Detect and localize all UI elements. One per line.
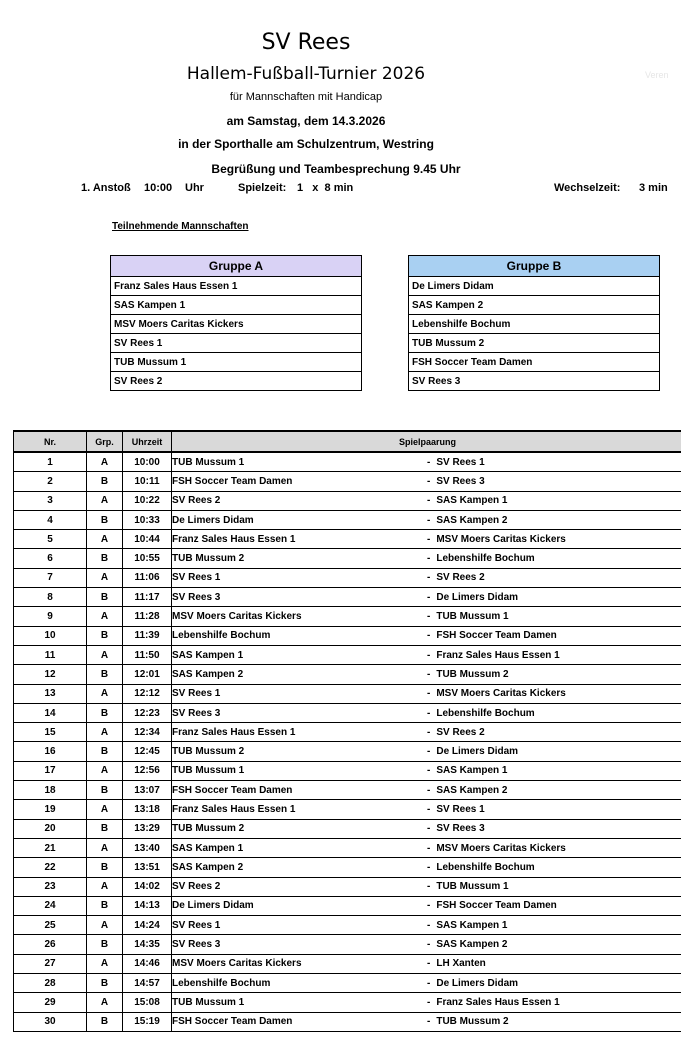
match-pairing [172, 781, 681, 800]
match-number: 18 [14, 781, 87, 800]
group-a-team: Franz Sales Haus Essen 1 [111, 277, 362, 296]
match-number: 30 [14, 1012, 87, 1031]
match-time: 12:23 [123, 703, 172, 722]
col-time: Uhrzeit [123, 431, 172, 452]
match-group: B [87, 896, 123, 915]
match-number: 12 [14, 665, 87, 684]
group-a-table [110, 255, 362, 391]
table-row [14, 530, 681, 549]
match-time: 14:35 [123, 935, 172, 954]
table-row [14, 510, 681, 529]
playtime-label: Spielzeit: [238, 182, 287, 194]
match-pairing [172, 568, 681, 587]
pairing-separator: - [427, 668, 431, 680]
match-group: B [87, 703, 123, 722]
away-team: LH Xanten [436, 958, 486, 970]
match-group: A [87, 568, 123, 587]
away-team: TUB Mussum 1 [436, 611, 509, 623]
away-team: SAS Kampen 1 [436, 919, 508, 931]
home-team: De Limers Didam [172, 514, 254, 526]
away-team: SAS Kampen 2 [436, 939, 508, 951]
table-row [14, 935, 681, 954]
table-row [14, 491, 681, 510]
home-team: SV Rees 2 [172, 881, 221, 893]
away-team: Franz Sales Haus Essen 1 [436, 649, 560, 661]
match-number: 11 [14, 645, 87, 664]
table-row [14, 742, 681, 761]
change-label: Wechselzeit: [554, 182, 621, 194]
kickoff-label: 1. Anstoß [81, 182, 131, 194]
away-team: TUB Mussum 2 [436, 668, 509, 680]
match-group: B [87, 472, 123, 491]
schedule-body [14, 452, 681, 1031]
match-pairing [172, 896, 681, 915]
match-pairing [172, 549, 681, 568]
table-row [14, 896, 681, 915]
away-team: De Limers Didam [436, 746, 519, 758]
home-team: MSV Moers Caritas Kickers [172, 958, 302, 970]
away-team: SV Rees 2 [436, 726, 485, 738]
home-team: SV Rees 1 [172, 919, 221, 931]
pairing-separator: - [427, 765, 431, 777]
match-group: A [87, 954, 123, 973]
group-b-team: SAS Kampen 2 [409, 296, 660, 315]
match-pairing [172, 761, 681, 780]
event-date: am Samstag, dem 14.3.2026 [226, 114, 386, 128]
match-time: 13:29 [123, 819, 172, 838]
match-pairing [172, 665, 681, 684]
pairing-separator: - [427, 533, 431, 545]
home-team: TUB Mussum 1 [172, 456, 245, 468]
table-row [14, 472, 681, 491]
group-a-team: SV Rees 1 [111, 334, 362, 353]
pairing-separator: - [427, 784, 431, 796]
match-group: A [87, 491, 123, 510]
home-team: FSH Soccer Team Damen [172, 784, 293, 796]
match-number: 25 [14, 916, 87, 935]
home-team: SV Rees 3 [172, 939, 221, 951]
away-team: SV Rees 3 [436, 475, 485, 487]
kickoff-unit: Uhr [185, 182, 204, 194]
match-group: B [87, 819, 123, 838]
pairing-separator: - [427, 958, 431, 970]
event-subtitle: für Mannschaften mit Handicap [229, 91, 383, 103]
match-pairing [172, 684, 681, 703]
pairing-separator: - [427, 688, 431, 700]
match-group: A [87, 761, 123, 780]
pairing-separator: - [427, 707, 431, 719]
match-number: 27 [14, 954, 87, 973]
match-number: 20 [14, 819, 87, 838]
home-team: De Limers Didam [172, 900, 254, 912]
match-time: 11:06 [123, 568, 172, 587]
home-team: SV Rees 1 [172, 688, 221, 700]
pairing-separator: - [427, 919, 431, 931]
match-group: B [87, 626, 123, 645]
match-pairing [172, 645, 681, 664]
away-team: SAS Kampen 2 [436, 514, 508, 526]
match-group: B [87, 510, 123, 529]
match-pairing [172, 723, 681, 742]
match-time: 14:02 [123, 877, 172, 896]
table-row [14, 993, 681, 1012]
match-group: A [87, 645, 123, 664]
away-team: TUB Mussum 2 [436, 1016, 509, 1028]
home-team: Franz Sales Haus Essen 1 [172, 803, 296, 815]
match-number: 17 [14, 761, 87, 780]
table-row [14, 781, 681, 800]
match-time: 10:22 [123, 491, 172, 510]
match-group: B [87, 549, 123, 568]
pairing-separator: - [427, 746, 431, 758]
table-row [14, 645, 681, 664]
group-b-header: Gruppe B [409, 256, 660, 277]
away-team: SAS Kampen 1 [436, 495, 508, 507]
home-team: SAS Kampen 2 [172, 861, 244, 873]
home-team: TUB Mussum 2 [172, 823, 245, 835]
home-team: SV Rees 3 [172, 591, 221, 603]
pairing-separator: - [427, 514, 431, 526]
match-pairing [172, 530, 681, 549]
match-number: 16 [14, 742, 87, 761]
away-team: SAS Kampen 2 [436, 784, 508, 796]
home-team: TUB Mussum 2 [172, 553, 245, 565]
pairing-separator: - [427, 495, 431, 507]
match-number: 2 [14, 472, 87, 491]
away-team: Lebenshilfe Bochum [436, 707, 535, 719]
home-team: MSV Moers Caritas Kickers [172, 611, 302, 623]
pairing-separator: - [427, 726, 431, 738]
match-time: 12:45 [123, 742, 172, 761]
match-group: B [87, 742, 123, 761]
event-venue: in der Sporthalle am Schulzentrum, Westring [178, 137, 434, 151]
pairing-separator: - [427, 861, 431, 873]
match-number: 21 [14, 838, 87, 857]
table-row [14, 1012, 681, 1031]
match-group: A [87, 800, 123, 819]
match-pairing [172, 452, 681, 472]
match-time: 15:19 [123, 1012, 172, 1031]
match-number: 26 [14, 935, 87, 954]
match-time: 10:44 [123, 530, 172, 549]
away-team: SV Rees 3 [436, 823, 485, 835]
pairing-separator: - [427, 611, 431, 623]
table-row [14, 665, 681, 684]
away-team: MSV Moers Caritas Kickers [436, 842, 566, 854]
match-number: 22 [14, 858, 87, 877]
match-time: 10:00 [123, 452, 172, 472]
pairing-separator: - [427, 881, 431, 893]
away-team: Lebenshilfe Bochum [436, 553, 535, 565]
match-time: 15:08 [123, 993, 172, 1012]
match-number: 24 [14, 896, 87, 915]
pairing-separator: - [427, 572, 431, 584]
home-team: TUB Mussum 1 [172, 996, 245, 1008]
table-row [14, 819, 681, 838]
col-nr: Nr. [14, 431, 87, 452]
match-number: 8 [14, 588, 87, 607]
match-group: A [87, 877, 123, 896]
group-a-team: MSV Moers Caritas Kickers [111, 315, 362, 334]
match-group: B [87, 665, 123, 684]
pairing-separator: - [427, 649, 431, 661]
match-number: 15 [14, 723, 87, 742]
home-team: Lebenshilfe Bochum [172, 977, 271, 989]
group-b-team: TUB Mussum 2 [409, 334, 660, 353]
home-team: FSH Soccer Team Damen [172, 475, 293, 487]
match-time: 14:57 [123, 974, 172, 993]
match-number: 6 [14, 549, 87, 568]
group-b-team: De Limers Didam [409, 277, 660, 296]
match-group: A [87, 684, 123, 703]
away-team: De Limers Didam [436, 591, 519, 603]
pairing-separator: - [427, 553, 431, 565]
match-group: B [87, 588, 123, 607]
table-row [14, 549, 681, 568]
match-time: 11:50 [123, 645, 172, 664]
match-pairing [172, 703, 681, 722]
col-match: Spielpaarung [172, 431, 681, 452]
away-team: FSH Soccer Team Damen [436, 900, 557, 912]
match-group: B [87, 974, 123, 993]
match-group: B [87, 858, 123, 877]
group-b-team: Lebenshilfe Bochum [409, 315, 660, 334]
match-group: A [87, 607, 123, 626]
match-time: 12:56 [123, 761, 172, 780]
pairing-separator: - [427, 939, 431, 951]
home-team: TUB Mussum 1 [172, 765, 245, 777]
match-pairing [172, 588, 681, 607]
table-row [14, 723, 681, 742]
table-row [14, 858, 681, 877]
match-group: A [87, 452, 123, 472]
match-group: A [87, 838, 123, 857]
event-title: Hallem-Fußball-Turnier 2026 [186, 64, 426, 84]
pairing-separator: - [427, 456, 431, 468]
table-row [14, 703, 681, 722]
pairing-separator: - [427, 996, 431, 1008]
match-time: 14:13 [123, 896, 172, 915]
table-row [14, 568, 681, 587]
match-pairing [172, 607, 681, 626]
away-team: SV Rees 2 [436, 572, 485, 584]
match-pairing [172, 819, 681, 838]
playtime-value: 1 x 8 min [297, 182, 354, 194]
table-row [14, 452, 681, 472]
match-group: B [87, 781, 123, 800]
match-group: A [87, 530, 123, 549]
match-time: 10:33 [123, 510, 172, 529]
kickoff-time: 10:00 [144, 182, 173, 194]
match-pairing [172, 1012, 681, 1031]
match-time: 10:11 [123, 472, 172, 491]
match-pairing [172, 510, 681, 529]
away-team: TUB Mussum 1 [436, 881, 509, 893]
match-time: 12:34 [123, 723, 172, 742]
home-team: SAS Kampen 2 [172, 668, 244, 680]
match-number: 3 [14, 491, 87, 510]
match-number: 10 [14, 626, 87, 645]
match-number: 4 [14, 510, 87, 529]
match-group: B [87, 1012, 123, 1031]
match-pairing [172, 993, 681, 1012]
match-pairing [172, 742, 681, 761]
match-pairing [172, 877, 681, 896]
table-row [14, 800, 681, 819]
group-a-team: SAS Kampen 1 [111, 296, 362, 315]
change-value: 3 min [639, 182, 668, 194]
match-time: 13:07 [123, 781, 172, 800]
home-team: Franz Sales Haus Essen 1 [172, 533, 296, 545]
away-team: De Limers Didam [436, 977, 519, 989]
match-time: 14:46 [123, 954, 172, 973]
match-number: 13 [14, 684, 87, 703]
away-team: SV Rees 1 [436, 456, 485, 468]
faded-text: Veren [645, 70, 669, 80]
match-number: 5 [14, 530, 87, 549]
match-time: 12:12 [123, 684, 172, 703]
match-pairing [172, 838, 681, 857]
pairing-separator: - [427, 475, 431, 487]
match-pairing [172, 974, 681, 993]
home-team: SAS Kampen 1 [172, 649, 244, 661]
pairing-separator: - [427, 591, 431, 603]
greeting-line: Begrüßung und Teambesprechung 9.45 Uhr [211, 162, 461, 176]
away-team: Lebenshilfe Bochum [436, 861, 535, 873]
match-pairing [172, 800, 681, 819]
match-number: 9 [14, 607, 87, 626]
match-group: A [87, 916, 123, 935]
away-team: MSV Moers Caritas Kickers [436, 688, 566, 700]
table-row [14, 684, 681, 703]
col-grp: Grp. [87, 431, 123, 452]
home-team: FSH Soccer Team Damen [172, 1016, 293, 1028]
home-team: SV Rees 1 [172, 572, 221, 584]
match-group: B [87, 935, 123, 954]
match-pairing [172, 858, 681, 877]
match-time: 11:39 [123, 626, 172, 645]
group-a-header: Gruppe A [111, 256, 362, 277]
match-group: A [87, 993, 123, 1012]
match-pairing [172, 491, 681, 510]
schedule-table [13, 430, 681, 1032]
match-number: 19 [14, 800, 87, 819]
home-team: Franz Sales Haus Essen 1 [172, 726, 296, 738]
match-time: 14:24 [123, 916, 172, 935]
away-team: SAS Kampen 1 [436, 765, 508, 777]
match-number: 1 [14, 452, 87, 472]
away-team: FSH Soccer Team Damen [436, 630, 557, 642]
pairing-separator: - [427, 823, 431, 835]
group-a-team: SV Rees 2 [111, 372, 362, 391]
away-team: Franz Sales Haus Essen 1 [436, 996, 560, 1008]
match-time: 11:17 [123, 588, 172, 607]
match-pairing [172, 916, 681, 935]
match-number: 29 [14, 993, 87, 1012]
match-number: 23 [14, 877, 87, 896]
pairing-separator: - [427, 630, 431, 642]
group-b-team: FSH Soccer Team Damen [409, 353, 660, 372]
match-group: A [87, 723, 123, 742]
match-time: 13:40 [123, 838, 172, 857]
home-team: SV Rees 2 [172, 495, 221, 507]
group-b-table [408, 255, 660, 391]
table-row [14, 974, 681, 993]
club-title: SV Rees [261, 30, 351, 55]
match-time: 10:55 [123, 549, 172, 568]
home-team: SV Rees 3 [172, 707, 221, 719]
pairing-separator: - [427, 842, 431, 854]
match-number: 28 [14, 974, 87, 993]
match-pairing [172, 954, 681, 973]
match-pairing [172, 935, 681, 954]
match-number: 14 [14, 703, 87, 722]
table-row [14, 607, 681, 626]
home-team: TUB Mussum 2 [172, 746, 245, 758]
table-row [14, 877, 681, 896]
table-row [14, 761, 681, 780]
home-team: SAS Kampen 1 [172, 842, 244, 854]
group-a-team: TUB Mussum 1 [111, 353, 362, 372]
table-row [14, 954, 681, 973]
table-row [14, 916, 681, 935]
pairing-separator: - [427, 1016, 431, 1028]
match-pairing [172, 472, 681, 491]
match-time: 11:28 [123, 607, 172, 626]
group-b-team: SV Rees 3 [409, 372, 660, 391]
match-time: 13:51 [123, 858, 172, 877]
table-row [14, 588, 681, 607]
match-number: 7 [14, 568, 87, 587]
teams-heading: Teilnehmende Mannschaften [112, 221, 249, 232]
pairing-separator: - [427, 977, 431, 989]
match-pairing [172, 626, 681, 645]
table-row [14, 838, 681, 857]
table-row [14, 626, 681, 645]
away-team: MSV Moers Caritas Kickers [436, 533, 566, 545]
home-team: Lebenshilfe Bochum [172, 630, 271, 642]
match-time: 13:18 [123, 800, 172, 819]
pairing-separator: - [427, 900, 431, 912]
away-team: SV Rees 1 [436, 803, 485, 815]
match-time: 12:01 [123, 665, 172, 684]
pairing-separator: - [427, 803, 431, 815]
